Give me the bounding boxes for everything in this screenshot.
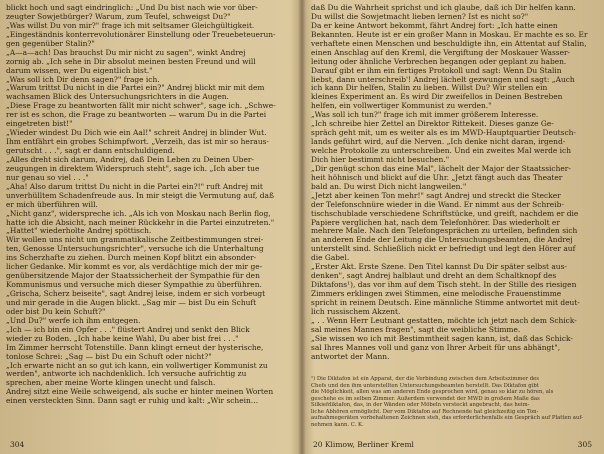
text-line: genübersitzende Major der Staatssicherheit der Sympathie für den	[6, 272, 260, 281]
text-line: helfen, ein vollwertiger Kommunist zu werden."	[311, 102, 492, 111]
text-line: tischschublade verschiedene Schriftstücke, und greift, nachdem er die	[311, 209, 579, 218]
text-line: „Grischa, Scherz beiseite", sagt Andrej leise, indem er sich vorbeugt	[6, 290, 266, 298]
text-line: „ . . Wenn Herr Leutnant gestatten, möchte ich jetzt nach dem Schick-	[311, 316, 577, 325]
text-line: Darauf gibt er ihm ein fertiges Protokoll und sagt: Wenn Du Stalin	[311, 66, 562, 75]
text-line: mehrere Male. Nach den Telefongesprächen zu urteilen, befinden sich	[311, 227, 578, 236]
printer-signature: 20 Klimow, Berliner Kreml	[313, 440, 414, 449]
text-line: antwortet der Mann.	[311, 352, 390, 361]
text-line: spricht in reinem Deutsch. Eine männliche Stimme antwortet mit deut-	[311, 298, 580, 307]
footnote-line: Chefs und den ihm unterstellten Untersuchungsbeamten herstellt. Das Diktafon gibt	[311, 382, 539, 389]
text-line: „Ich schreibe hier Zettel an Direktor Rittekeit. Dieses ganze Ge-	[311, 120, 554, 129]
text-line: lands geführt wird, auf die Nerven. „Ich denke nicht daran, irgend-	[311, 138, 566, 147]
text-line: „Nicht ganz", widerspreche ich. „Als ich von Moskau nach Berlin flog,	[6, 209, 271, 218]
text-line: er mich überführen will.	[6, 200, 98, 209]
text-line: „Diese Frage zu beantworten fällt mir nicht schwer", sage ich. „Schwe-	[6, 102, 276, 111]
text-line: zornig ab. „Ich sehe in Dir absolut meinen besten Freund und will	[6, 57, 256, 66]
text-line: denken", sagt Andrej halblaut und dreht an dem Schaltknopf des	[311, 272, 557, 281]
footnote-line: aufnahmegeräten vorbehaltenen Zeichnen steh, das erforderlichenfalls ein Gespräch auf Platten auf-	[311, 415, 583, 422]
text-line: unverhülltem Schadenfreude aus. In mir steigt die Vermutung auf, daß	[6, 191, 274, 200]
footnote-line: die Möglichkeit, allen was am anderen Ende gesprochen wird, genau so klar zu hören, als	[311, 389, 554, 396]
text-line: „Eingeständnis konterrevolutionärer Einstellung oder Treuebeteuerun-	[6, 30, 276, 39]
text-line: „Jetzt aber keinen Ton mehr!" sagt Andrej und streckt die Stecker	[311, 191, 561, 200]
text-line: „Und Du?" werfe ich ihm entgegen.	[6, 316, 141, 325]
text-line: kleines Experiment an. Es wird Dir zweifellos in Deinen Bestreben	[311, 93, 563, 102]
text-line: einen versteckten Sinn. Dann sagt er ruhig und kalt: „Wir schein…	[6, 397, 259, 406]
text-line: licher Gedanke. Mir kommt es vor, als verdächtige mich der mir ge-	[6, 263, 263, 272]
text-line: gerutscht . . .", sagt er dann entschuldigend.	[6, 147, 175, 155]
text-line: welche Protokolle zu unterschreiben. Und ein zweites Mal werde ich	[311, 147, 571, 155]
text-line: lich russischem Akzent.	[311, 307, 401, 316]
text-line: hatte ich die Absicht, nach meiner Rückkehr in die Partei einzutreten."	[6, 218, 275, 227]
right-page-body	[311, 4, 598, 362]
text-line: sprechen, aber meine Worte klingen unecht und falsch.	[6, 379, 216, 388]
text-line: spräch geht mit, um es weiter als es im MWD-Hauptquartier Deutsch-	[311, 129, 576, 138]
text-line: eingetreten bist!"	[6, 120, 73, 129]
right-page	[303, 0, 604, 454]
text-line: sal Ihres Mannes voll und ganz von Ihrer Arbeit für uns abhängt",	[311, 343, 561, 352]
text-line: oder bist Du kein Schuft?"	[6, 307, 106, 316]
text-line: verhaftete einen Menschen und beschuldigte ihn, ein Attentat auf Stalin,	[311, 39, 587, 48]
left-page-number: 304	[10, 440, 25, 449]
text-line: Diktafons¹), das vor ihm auf dem Tisch steht. In der Stille des riesigen	[311, 281, 577, 290]
footnote-line: Silkiefdiktafon, das, in der Wänden oder Möbeln versteckt angebracht, das heim-	[311, 402, 530, 409]
text-line: „Was soll ich Dir denn sagen?" frage ich.	[6, 75, 160, 84]
text-line: „Dir genügt schon das eine Mal", lächelt der Major der Staatssicher-	[311, 164, 571, 173]
text-line: tonlose Schrei: „Sag — bist Du ein Schuft oder nicht?"	[6, 352, 212, 361]
text-line: „Was soll ich tun?" frage ich mit immer größerem Interesse.	[311, 111, 539, 120]
footnote-line: ¹) Die Diktafon ist ein Apparat, der die Verbindung zwischen dem Arbeitszimmer des	[311, 376, 539, 382]
text-line: Papiere verglichen hat, nach dem Telefonhörer. Das wiederholt er	[311, 218, 560, 227]
text-line: nur genau so viel . . ."	[6, 173, 89, 182]
text-line: gen gegenüber Stalin?"	[6, 39, 95, 48]
text-line: „Was willst Du von mir?" frage ich mit seltsamer Gleichgültigkeit.	[6, 21, 255, 30]
text-line: ich kann Dir helfen, Stalin zu lieben. Willst Du? Wir stellen ein	[311, 84, 548, 93]
text-line: Du willst die Sowjetmacht lieben lernen? Ist es nicht so?"	[311, 12, 529, 21]
text-line: blickt hoch und sagt eindringlich: „Und Du bist nach wie vor über-	[6, 4, 258, 12]
text-line: ten, Genosse Untersuchungsrichter", versuche ich die Unterhaltung	[6, 245, 264, 254]
text-line: „Sie wissen wo ich mit Bestimmtheit sagen kann, ist, daß das Schick-	[311, 334, 573, 343]
text-line: liebst, dann unterschreib'! Andrej lächelt gezwungen und sagt: „Auch	[311, 75, 575, 84]
text-line: ins Scherzhafte zu ziehen. Durch meinen Kopf blitzt ein absonder-	[6, 254, 257, 263]
text-line: „Erster Akt. Erste Szene. Den Titel kannst Du Dir später selbst aus-	[311, 263, 567, 272]
footnote	[311, 376, 598, 428]
text-line: sal meines Mannes fragen", sagt die weibliche Stimme.	[311, 325, 521, 334]
right-page-number: 305	[577, 440, 592, 449]
text-line: rer ist es schon, die Frage zu beantworten — warum Du in die Partei	[6, 111, 267, 120]
text-line: Bekannten. Heute ist er ein großer Mann in Moskau. Er machte es so. Er	[311, 30, 588, 39]
text-line: heit höhnisch und blickt auf die Uhr. „Jetzt fängt auch das Theater	[311, 173, 563, 182]
footnote-line: nehmen kann. C. K.	[311, 421, 364, 428]
text-line: und mir gerade in die Augen blickt. „Sag mir — bist Du ein Schuft	[6, 298, 257, 307]
text-line: die Gabel.	[311, 254, 350, 263]
text-line: „Wieder windest Du Dich wie ein Aal!" schreit Andrej in blinder Wut.	[6, 129, 267, 138]
text-line: bald an. Du wirst Dich nicht langweilen."	[311, 182, 467, 191]
footnote-line: geschehe es im selben Zimmer. Außerdem verwendet der MWD in großem Maße das	[311, 395, 540, 402]
footnote-line: liche Abhören ermöglicht. Der vom Diktafon auf Rechnende hat gleichzeitig ein Ton-	[311, 408, 539, 415]
text-line: „Ich erwarte nicht an so gut ich kann, ein vollwertiger Kommunist zu	[6, 361, 268, 370]
text-line: wieder zu Boden. „Ich habe keine Wahl, Du aber bist frei . . ."	[6, 334, 239, 343]
text-line: „Warum trittst Du nicht in die Partei ein?" Andrej blickt mir mit dem	[6, 84, 265, 93]
text-line: einen Anschlag auf den Kreml, die Vergiftung der Moskauer Wasser-	[311, 48, 571, 57]
text-line: leitung oder ähnliche Verbrechen begangen oder geplant zu haben.	[311, 57, 567, 66]
text-line: Ihm entfährt ein grobes Schimpfwort. „Verzeih, das ist mir so heraus-	[6, 138, 269, 147]
text-line: darum wissen, wer Du eigentlich bist."	[6, 66, 153, 75]
text-line: der Telefonschnüre wieder in die Wand. Er nimmt aus der Schreib-	[311, 200, 564, 209]
text-line: daß Du die Wahrheit sprichst und ich glaube, daß ich Dir helfen kann.	[311, 4, 576, 12]
text-line: Zimmers erklingen zwei Stimmen, eine melodische Frauenstimme	[311, 290, 562, 298]
text-line: Da er keine Antwort bekommt, fährt Andrej fort: „Ich hatte einen	[311, 21, 558, 30]
text-line: Dich hier bestimmt nicht besuchen."	[311, 155, 450, 164]
text-line: Kommunismus und versuche mich dieser Sympathie zu überführen.	[6, 281, 262, 290]
text-line: unterstellt sind. Schließlich nickt er befriedigt und legt den Hörer auf	[311, 245, 576, 254]
text-line: werden", antworte ich nachdenklich. Ich versuche aufrichtig zu	[6, 370, 247, 379]
text-line: Im Zimmer herrscht Totenstille. Dann klingt erneut der hysterische,	[6, 343, 264, 352]
text-line: Wir wollen uns nicht um grammatikalische Zeitbestimmungen strei-	[6, 236, 264, 245]
text-line: wachsamen Blick des Untersuchungsrichters in die Augen.	[6, 93, 229, 102]
text-line: „A—a—ach! Das brauchst Du mir nicht zu sagen", winkt Andrej	[6, 48, 246, 57]
text-line: zeugter Sowjetbürger? Warum, zum Teufel, schweigst Du?"	[6, 12, 231, 21]
text-line: „Hattet" wiederholte Andrej spöttisch.	[6, 227, 152, 236]
left-page	[0, 0, 301, 454]
text-line: zeugungen in direktem Widerspruch steht", sage ich. „Ich aber tue	[6, 164, 260, 173]
text-line: „Aha! Also darum trittst Du nicht in die Partei ein?!" ruft Andrej mit	[6, 182, 263, 191]
text-line: Andrej sitzt eine Weile schweigend, als suche er hinter meinen Worten	[6, 388, 274, 397]
text-line: an anderen Ende der Leitung die Untersuchungsbeamten, die Andrej	[311, 236, 573, 245]
text-line: „Alles dreht sich darum, Andrej, daß Dein Leben zu Deinen Über-	[6, 155, 254, 164]
left-page-body	[6, 4, 297, 406]
text-line: „Ich — ich bin ein Opfer . . ." flüstert Andrej und senkt den Blick	[6, 325, 250, 334]
